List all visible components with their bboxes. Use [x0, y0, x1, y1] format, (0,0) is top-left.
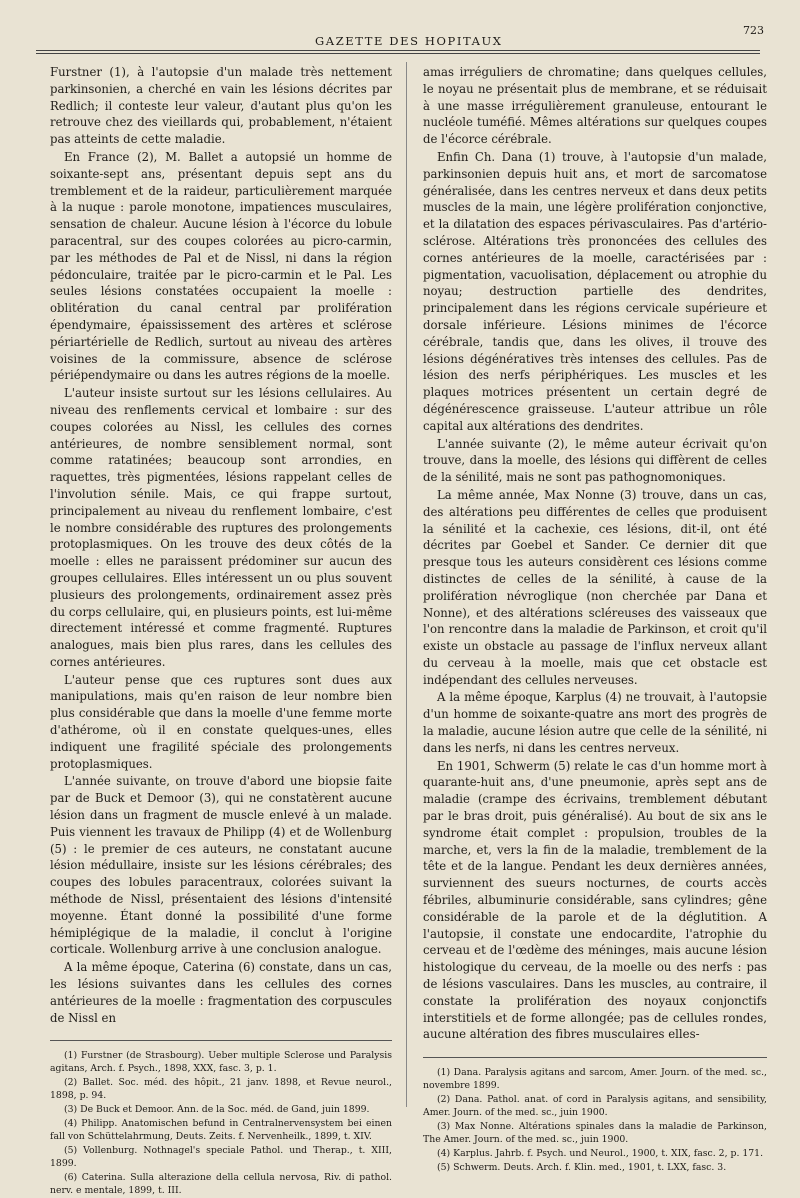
- left-paragraph: L'année suivante, on trouve d'abord une biopsie faite par de Buck et Demoor (3), qui ne constatèrent aucune lésion dans un fragment de muscle enlevé à un malade. Puis viennent les travaux de Philipp (4) et de Wollenburg (5) : le premier de ces auteurs, ne constatant aucune lésion médullaire, insiste sur les lésions cérébrales; des coupes des lobules paracentraux, colorées suivant la méthode de Nissl, présentaient des lésions d'intensité moyenne. Étant donné la possibilité d'une forme hémiplégique de la maladie, il conclut à l'origine corticale. Wollenburg arrive à une conclusion analogue.: [50, 774, 392, 957]
- left-paragraph: A la même époque, Caterina (6) constate, dans un cas, les lésions suivantes dans les cellules des cornes antérieures de la moelle : fragmentation des corpuscules de Nissl en: [50, 960, 392, 1025]
- right-column: [423, 64, 767, 1175]
- right-footnotes: [423, 1066, 767, 1174]
- left-paragraph: L'auteur insiste surtout sur les lésions cellulaires. Au niveau des renflements cervical et lombaire : sur des coupes colorées au Nissl, les cellules des cornes antérieures, de nombre sensiblement normal, sont comme ratatinées; beaucoup sont arrondies, en raquettes, très pigmentées, lésions rappelant celles de l'involution sénile. Mais, ce qui frappe surtout, principalement au niveau du renflement lombaire, c'est le nombre considérable des ruptures des prolongements protoplasmiques. On les trouve des deux côtés de la moelle : elles ne paraissent prédominer sur aucun des groupes cellulaires. Elles intéressent un ou plus souvent plusieurs des prolongements, ordinairement assez près du corps cellulaire, qui, en plusieurs points, est lui-même directement intéressé et comme fragmenté. Ruptures analogues, mais bien plus rares, dans les cellules des cornes antérieures.: [50, 386, 392, 669]
- left-paragraph: En France (2), M. Ballet a autopsié un homme de soixante-sept ans, présentant depuis sept ans du tremblement et de la raideur, particulièrement marquée à la nuque : parole monotone, impatiences musculaires, sensation de chaleur. Aucune lésion à l'écorce du lobule paracentral, sur des coupes colorées au picro-carmin, par les méthodes de Pal et de Nissl, ni dans la région pédonculaire, traitée par le picro-carmin et le Pal. Les seules lésions constatées occupaient la moelle : oblitération du canal central par prolifération épendymaire, épaississement des artères et sclérose périartérielle de Redlich, surtout au niveau des artères voisines de la commissure, absence de sclérose périépendymaire ou dans les autres régions de la moelle.: [50, 149, 392, 383]
- page-number: 723: [743, 24, 764, 37]
- left-paragraph: L'auteur pense que ces ruptures sont dues aux manipulations, mais qu'en raison de leur nombre bien plus considérable que dans la moelle d'une femme morte d'athérome, où il en constate quelques-unes, elles indiquent une fragilité spéciale des prolongements protoplasmiques.: [50, 672, 392, 771]
- right-paragraph: En 1901, Schwerm (5) relate le cas d'un homme mort à quarante-huit ans, d'une pneumonie, après sept ans de maladie (crampe des écrivains, tremblement débutant par le bras droit, puis généralisé). Au bout de six ans le syndrome était complet : propulsion, troubles de la marche, et, vers la fin de la maladie, tremblement de la tête et de la langue. Pendant les deux dernières années, surviennent des sueurs nocturnes, de courts accès fébriles, albuminurie considérable, sans cylindres; gêne considérable de la parole et de la déglutition. A l'autopsie, il constate une endocardite, l'atrophie du cerveau et de l'œdème des méninges, mais aucune lésion histologique du cerveau, de la moelle ou des nerfs : pas de lésions vasculaires. Dans les muscles, au contraire, il constate la prolifération des noyaux conjonctifs interstitiels et de forme allongée; pas de cellules rondes, aucune altération des fibres musculaires elles-: [423, 758, 767, 1042]
- right-paragraph: amas irréguliers de chromatine; dans quelques cellules, le noyau ne présentait plus de membrane, et se réduisait à une masse irrégulièrement granuleuse, entourant le nucléole tuméfié. Mêmes altérations sur quelques coupes de l'écorce cérébrale.: [423, 65, 767, 147]
- footnote: (3) De Buck et Demoor. Ann. de la Soc. méd. de Gand, juin 1899.: [64, 1104, 370, 1116]
- left-paragraph: Furstner (1), à l'autopsie d'un malade très nettement parkinsonien, a cherché en vain les lésions décrites par Redlich; il conteste leur valeur, d'autant plus qu'on les retrouve chez des vieillards qui, probablement, n'étaient pas atteints de cette maladie.: [50, 65, 392, 147]
- footnote: (6) Caterina. Sulla alterazione della cellula nervosa, Riv. di pathol. nerv. e mentale, 1899, t. III.: [50, 1172, 392, 1197]
- left-footnotes: [50, 1049, 392, 1197]
- header-rule: [36, 50, 760, 54]
- footnote: (2) Ballet. Soc. méd. des hôpit., 21 janv. 1898, et Revue neurol., 1898, p. 94.: [50, 1077, 392, 1102]
- right-paragraph: A la même époque, Karplus (4) ne trouvait, à l'autopsie d'un homme de soixante-quatre ans mort des progrès de la maladie, aucune lésion autre que celle de la sénilité, ni dans les nerfs, ni dans les centres nerveux.: [423, 690, 767, 755]
- right-paragraph: L'année suivante (2), le même auteur écrivait qu'on trouve, dans la moelle, des lésions qui diffèrent de celles de la sénilité, mais ne sont pas pathognomoniques.: [423, 436, 767, 485]
- footnote: (2) Dana. Pathol. anat. of cord in Paralysis agitans, and sensibility, Amer. Journ. of the med. sc., juin 1900.: [423, 1094, 767, 1119]
- left-column: [50, 64, 392, 1198]
- right-paragraph: Enfin Ch. Dana (1) trouve, à l'autopsie d'un malade, parkinsonien depuis huit ans, et mort de sarcomatose généralisée, dans les centres nerveux et dans deux petits muscles de la main, une légère prolifération conjonctive, et la dilatation des espaces périvasculaires. Pas d'artério-sclérose. Altérations très prononcées des cellules des cornes antérieures de la moelle, caractérisées par : pigmentation, vacuolisation, déplacement ou atrophie du noyau; destruction partielle des dendrites, principalement dans les régions cervicale supérieure et dorsale inférieure. Lésions minimes de l'écorce cérébrale, tandis que, dans les olives, il trouve des lésions dégénératives très intenses des cellules. Pas de lésion des nerfs périphériques. Les muscles et les plaques motrices présentent un certain degré de dégénérescence graisseuse. L'auteur attribue un rôle capital aux altérations des dendrites.: [423, 149, 767, 433]
- footnote: (4) Karplus. Jahrb. f. Psych. und Neurol., 1900, t. XIX, fasc. 2, p. 171.: [437, 1148, 764, 1160]
- column-divider: [406, 62, 407, 1107]
- journal-title: GAZETTE DES HOPITAUX: [315, 34, 503, 48]
- footnote: (3) Max Nonne. Altérations spinales dans la maladie de Parkinson, The Amer. Journ. of the med. sc., juin 1900.: [423, 1121, 767, 1146]
- footnote: (1) Dana. Paralysis agitans and sarcom, Amer. Journ. of the med. sc., novembre 1899.: [423, 1067, 767, 1092]
- footnote-separator: [423, 1057, 767, 1058]
- footnote: (1) Furstner (de Strasbourg). Ueber multiple Sclerose und Paralysis agitans, Arch. f. Psych., 1898, XXX, fasc. 3, p. 1.: [50, 1050, 392, 1075]
- footnote: (5) Vollenburg. Nothnagel's speciale Pathol. und Therap., t. XIII, 1899.: [50, 1145, 392, 1170]
- right-paragraph: La même année, Max Nonne (3) trouve, dans un cas, des altérations peu différentes de celles que produisent la sénilité et la cachexie, ces lésions, dit-il, ont été décrites par Goebel et Sander. Ce dernier dit que presque tous les auteurs considèrent ces lésions comme distinctes de celles de la sénilité, à cause de la prolifération névroglique (non cherchée par Dana et Nonne), et des altérations scléreuses des vaisseaux que l'on rencontre dans la maladie de Parkinson, et croit qu'il existe un obstacle au passage de l'influx nerveux allant du cerveau à la moelle, mais que cet obstacle est indépendant des cellules nerveuses.: [423, 487, 767, 687]
- footnote: (4) Philipp. Anatomischen befund in Centralnervensystem bei einen fall von Schüttelahrmung, Deuts. Zeits. f. Nervenheilk., 1899, t. XIV.: [50, 1118, 392, 1143]
- footnote-separator: [50, 1040, 392, 1041]
- footnote: (5) Schwerm. Deuts. Arch. f. Klin. med., 1901, t. LXX, fasc. 3.: [437, 1162, 727, 1174]
